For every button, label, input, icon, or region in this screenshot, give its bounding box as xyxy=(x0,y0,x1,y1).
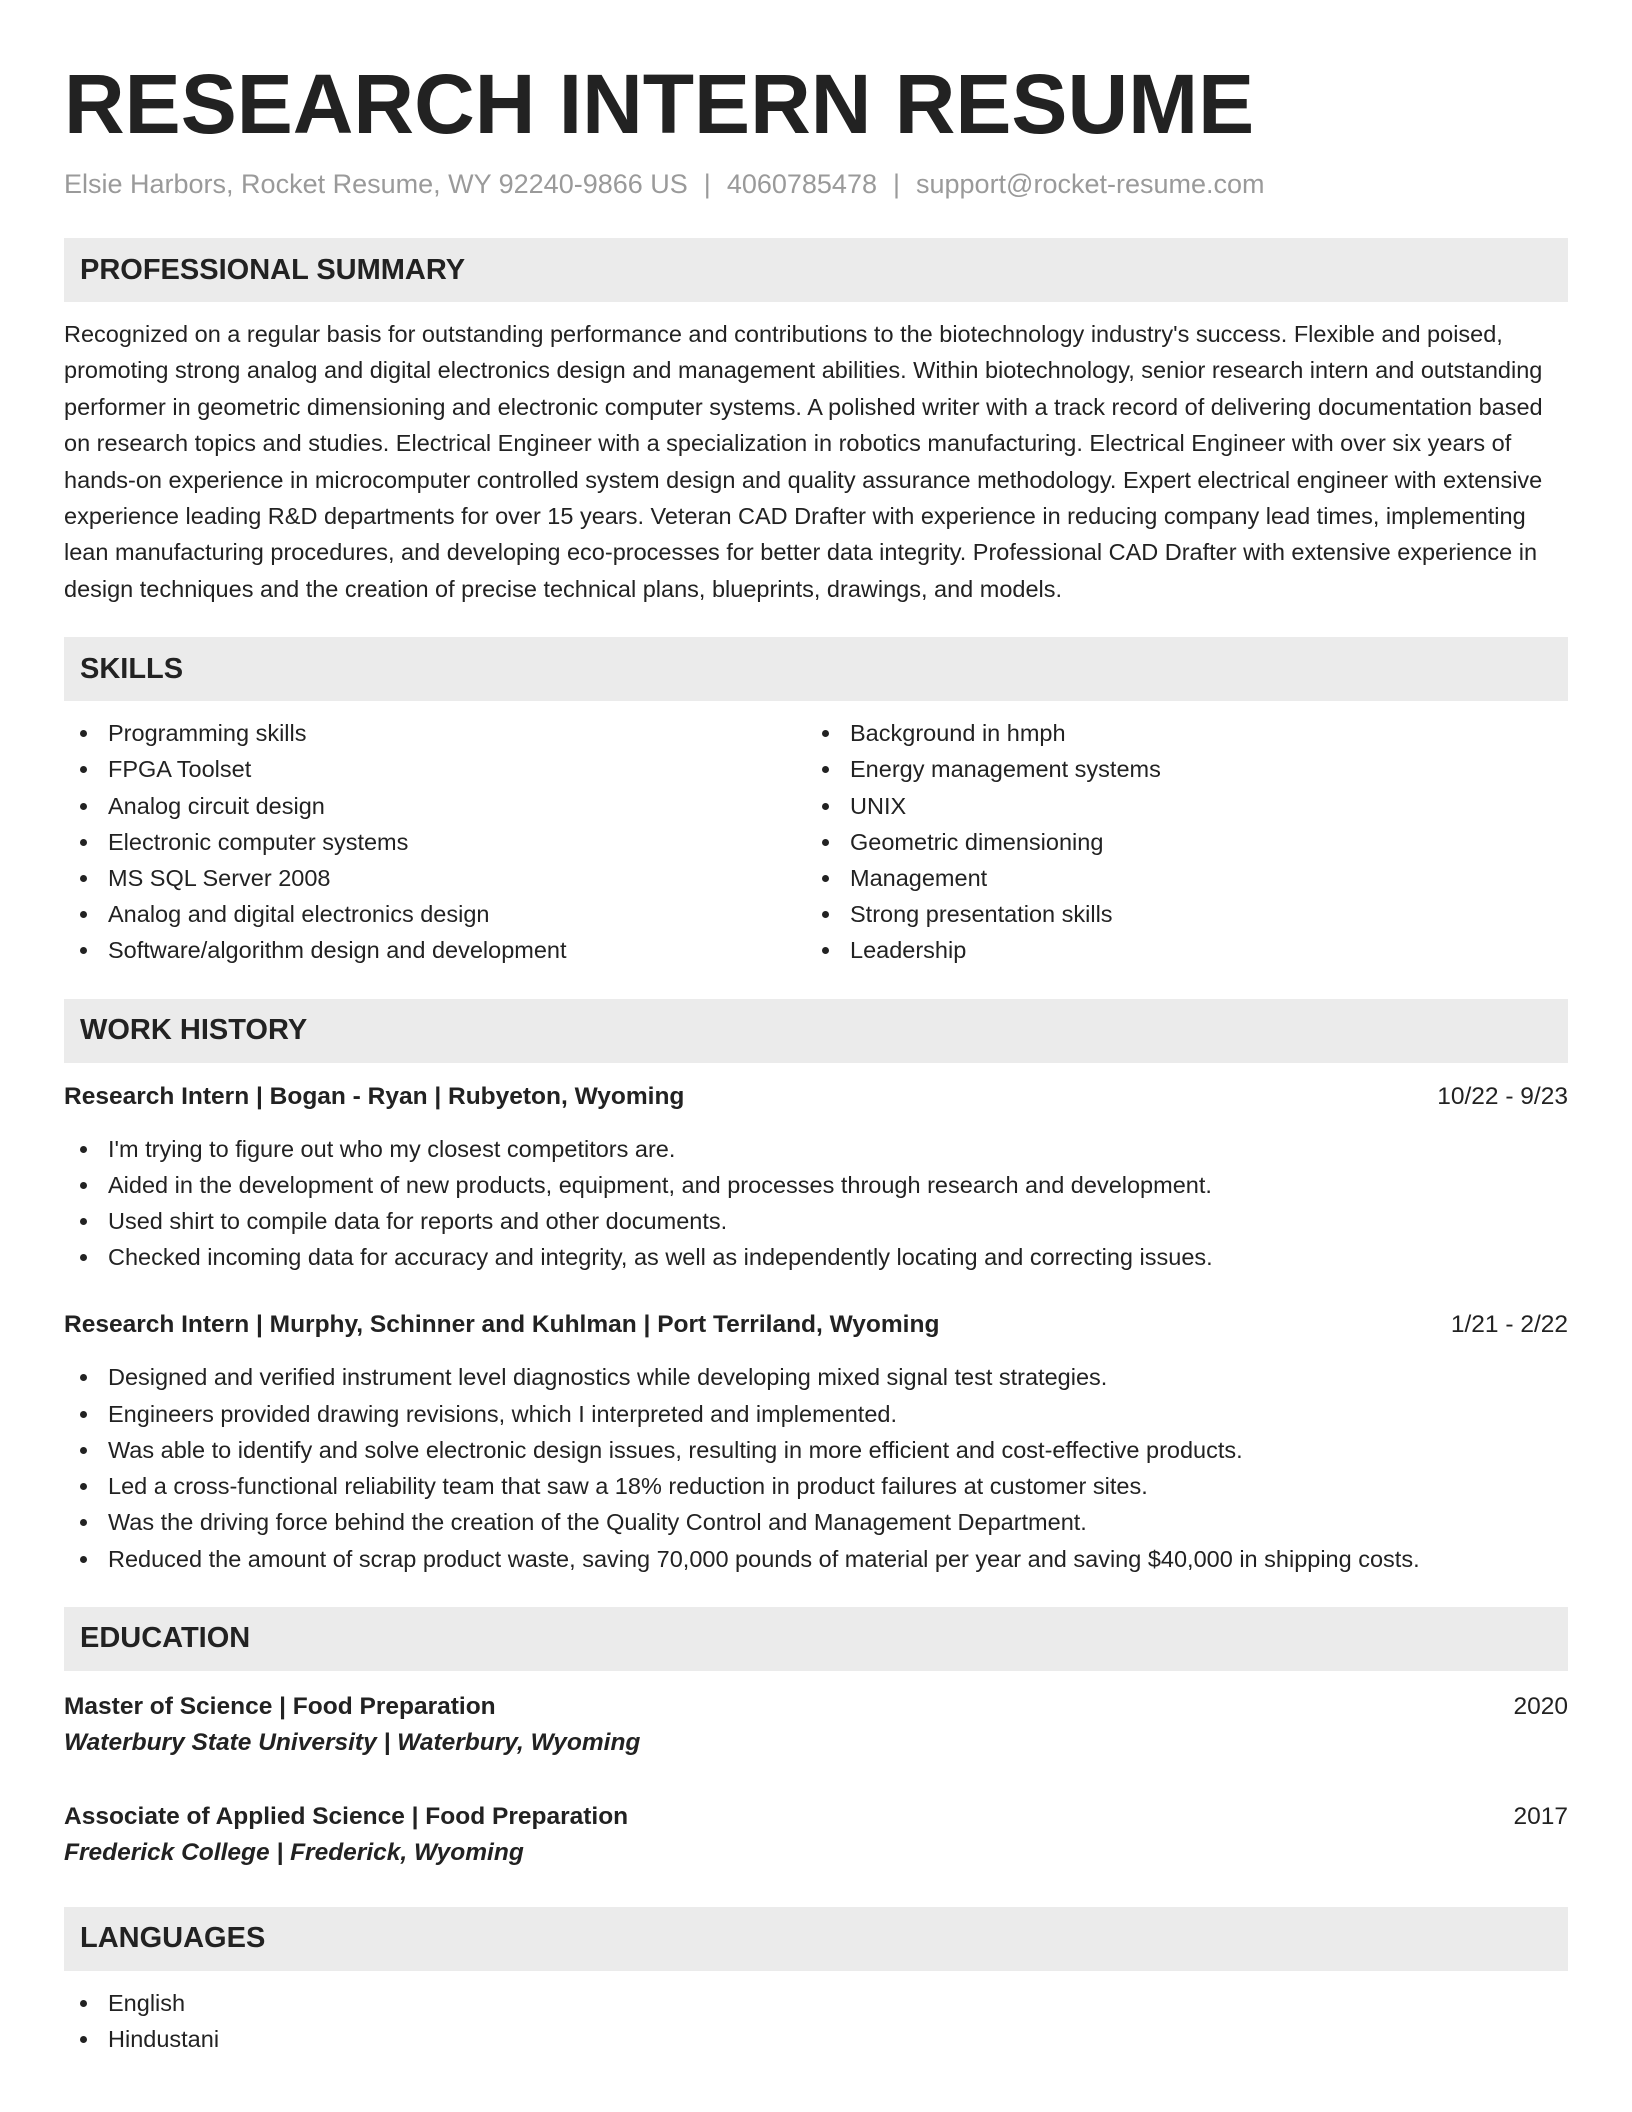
resume-title: RESEARCH INTERN RESUME xyxy=(64,57,1255,151)
language-item: English xyxy=(64,1985,1568,2021)
job-entry xyxy=(64,1079,1568,1276)
languages-list xyxy=(64,1985,1568,2057)
skill-item: UNIX xyxy=(806,788,1548,824)
education-header xyxy=(64,1799,1568,1835)
education-year: 2017 xyxy=(1513,1802,1568,1830)
skill-item: Leadership xyxy=(806,932,1548,968)
job-duties xyxy=(64,1359,1568,1576)
education-entry xyxy=(64,1689,1568,1761)
section-header-languages: LANGUAGES xyxy=(64,1907,1568,1971)
job-duty: Was able to identify and solve electronic design issues, resulting in more efficient and cost-effective products. xyxy=(64,1432,1568,1468)
skill-item: Analog circuit design xyxy=(64,788,806,824)
job-duty: Designed and verified instrument level diagnostics while developing mixed signal test strategies. xyxy=(64,1359,1568,1395)
job-duty: Led a cross-functional reliability team that saw a 18% reduction in product failures at customer sites. xyxy=(64,1468,1568,1504)
skill-item: MS SQL Server 2008 xyxy=(64,860,806,896)
contact-separator: | xyxy=(892,169,900,199)
education-degree: Associate of Applied Science | Food Preparation xyxy=(64,1802,629,1830)
job-duty: Used shirt to compile data for reports and other documents. xyxy=(64,1203,1568,1239)
job-dates: 10/22 - 9/23 xyxy=(1437,1082,1568,1110)
resume-page xyxy=(64,56,1568,2057)
job-duty: I'm trying to figure out who my closest competitors are. xyxy=(64,1131,1568,1167)
job-entry xyxy=(64,1307,1568,1576)
skill-item: Strong presentation skills xyxy=(806,896,1548,932)
education-school: Waterbury State University | Waterbury, Wyoming xyxy=(64,1728,641,1756)
job-title: Research Intern | Bogan - Ryan | Rubyeton, Wyoming xyxy=(64,1082,685,1110)
skill-item: Geometric dimensioning xyxy=(806,824,1548,860)
job-duty: Reduced the amount of scrap product waste, saving 70,000 pounds of material per year and saving $40,000 in shipping costs. xyxy=(64,1541,1568,1577)
education-degree: Master of Science | Food Preparation xyxy=(64,1692,496,1720)
contact-line xyxy=(64,166,1568,202)
job-duties xyxy=(64,1131,1568,1276)
job-header xyxy=(64,1307,1568,1343)
education-year: 2020 xyxy=(1513,1692,1568,1720)
job-duty: Aided in the development of new products, equipment, and processes through research and development. xyxy=(64,1167,1568,1203)
section-header-summary: PROFESSIONAL SUMMARY xyxy=(64,238,1568,302)
education-entry xyxy=(64,1799,1568,1871)
skill-item: Software/algorithm design and development xyxy=(64,932,806,968)
skill-item: Background in hmph xyxy=(806,715,1548,751)
contact-separator: | xyxy=(703,169,711,199)
job-duty: Checked incoming data for accuracy and integrity, as well as independently locating and correcting issues. xyxy=(64,1239,1568,1275)
skill-item: Management xyxy=(806,860,1548,896)
contact-address: Elsie Harbors, Rocket Resume, WY 92240-9866 US xyxy=(64,169,688,199)
job-duty: Was the driving force behind the creation of the Quality Control and Management Department. xyxy=(64,1504,1568,1540)
job-duty: Engineers provided drawing revisions, which I interpreted and implemented. xyxy=(64,1396,1568,1432)
job-dates: 1/21 - 2/22 xyxy=(1450,1311,1568,1339)
education-school: Frederick College | Frederick, Wyoming xyxy=(64,1838,524,1866)
summary-text: Recognized on a regular basis for outstanding performance and contributions to the biotechnology industry's success. Flexible and poised, promoting strong analog and digital electronics design and management abilities. Within biotechnology, senior research intern and outstanding performer in geometric dimensioning and electronic computer systems. A polished writer with a track record of delivering documentation based on research topics and studies. Electrical Engineer with a specialization in robotics manufacturing. Electrical Engineer with over six years of hands-on experience in microcomputer controlled system design and quality assurance methodology. Expert electrical engineer with extensive experience leading R&D departments for over 15 years. Veteran CAD Drafter with experience in reducing company lead times, implementing lean manufacturing procedures, and developing eco-processes for better data integrity. Professional CAD Drafter with extensive experience in design techniques and the creation of precise technical plans, blueprints, drawings, and models. xyxy=(64,321,1543,602)
skills-column-right xyxy=(806,715,1548,968)
section-header-work: WORK HISTORY xyxy=(64,999,1568,1063)
skill-item: Analog and digital electronics design xyxy=(64,896,806,932)
job-header xyxy=(64,1079,1568,1115)
skills-column-left xyxy=(64,715,806,968)
skill-item: FPGA Toolset xyxy=(64,751,806,787)
job-title: Research Intern | Murphy, Schinner and Kuhlman | Port Terriland, Wyoming xyxy=(64,1311,940,1339)
skill-item: Programming skills xyxy=(64,715,806,751)
contact-email: support@rocket-resume.com xyxy=(916,169,1265,199)
skills-list xyxy=(64,715,1568,968)
section-header-education: EDUCATION xyxy=(64,1607,1568,1671)
skill-item: Energy management systems xyxy=(806,751,1548,787)
section-header-skills: SKILLS xyxy=(64,637,1568,701)
language-item: Hindustani xyxy=(64,2021,1568,2057)
contact-phone: 4060785478 xyxy=(726,169,877,199)
skill-item: Electronic computer systems xyxy=(64,824,806,860)
education-header xyxy=(64,1689,1568,1725)
